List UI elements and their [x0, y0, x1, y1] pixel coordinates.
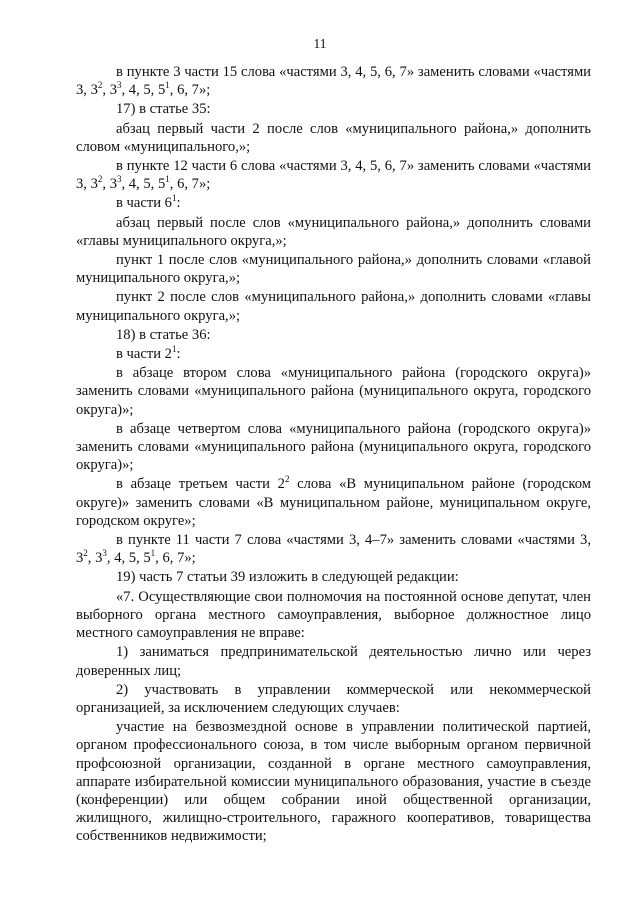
paragraph — [76, 718, 591, 845]
text-run: «7. Осуществляющие свои полномочия на постоянной основе депутат, член выборного органа местного самоуправления, выборное должностное лицо местного самоуправления не вправе: — [76, 588, 591, 642]
superscript: 2 — [97, 174, 103, 185]
text-run: 1) заниматься предпринимательской деятельностью лично или через доверенных лиц; — [76, 644, 591, 679]
text-run: пункт 1 после слов «муниципального района,» дополнить словами «главой муниципального округа,»; — [76, 252, 591, 287]
paragraph — [76, 251, 591, 287]
superscript: 3 — [116, 80, 122, 91]
text-run: в части 6 — [116, 195, 172, 212]
text-run: в абзаце втором слова «муниципального района (городского округа)» заменить словами «муниципального района (муниципального округа, городского округа)»; — [76, 365, 591, 418]
paragraph — [76, 120, 591, 156]
text-run: 19) часть 7 статьи 39 изложить в следующей редакции: — [116, 569, 459, 586]
text-run: в пункте 3 части 15 слова «частями 3, 4, 5, 6, 7» заменить словами «частями 3, 3 — [76, 64, 591, 99]
text-run: , 4, 5, 5 — [121, 176, 166, 193]
superscript: 1 — [171, 193, 177, 204]
paragraph — [76, 420, 591, 475]
text-run: , 6, 7»; — [169, 82, 211, 99]
superscript: 1 — [171, 344, 177, 355]
paragraph — [76, 475, 591, 530]
text-run: , 3 — [102, 82, 117, 99]
paragraph — [76, 214, 591, 250]
superscript: 2 — [284, 474, 290, 485]
paragraph — [76, 326, 591, 344]
superscript: 3 — [116, 174, 122, 185]
paragraph — [76, 345, 591, 363]
paragraph — [76, 100, 591, 118]
text-run: участие на безвозмездной основе в управлении политической партией, органом профессионального союза, в том числе выборным органом первичной профсоюзной организации, созданной в органе местного самоуправления, аппарате избирательной комиссии муниципального образования, участие в съезде (конференции) или общем собрании иной общественной организации, жилищного, жилищно-строительного, гаражного кооперативов, товарищества собственников недвижимости; — [76, 719, 591, 845]
text-run: слова «В муниципальном районе (городском округе)» заменить словами «В муниципальном районе, муниципальном округе, городском округе»; — [76, 476, 591, 529]
paragraph — [76, 157, 591, 193]
paragraph — [76, 568, 591, 586]
text-run: , 3 — [102, 176, 117, 193]
paragraph — [76, 643, 591, 679]
paragraph — [76, 63, 591, 99]
document-body — [76, 63, 591, 846]
text-run: абзац первый части 2 после слов «муниципального района,» дополнить словом «муниципального,»; — [76, 120, 591, 155]
page-number: 11 — [313, 36, 327, 51]
text-run: в пункте 12 части 6 слова «частями 3, 4, 5, 6, 7» заменить словами «частями 3, 3 — [76, 158, 591, 193]
superscript: 1 — [150, 548, 156, 559]
text-run: 17) в статье 35: — [116, 101, 211, 118]
paragraph — [76, 681, 591, 717]
superscript: 1 — [165, 80, 170, 91]
text-run: в части 2 — [116, 346, 172, 363]
text-run: в абзаце четвертом слова «муниципального района (городского округа)» заменить словами «муниципального района (муниципального округа, городского округа)»; — [76, 420, 591, 474]
text-run: : — [176, 195, 181, 212]
paragraph — [76, 588, 591, 643]
text-run: абзац первый после слов «муниципального района,» дополнить словами «главы муниципального округа,»; — [76, 214, 591, 249]
text-run: в абзаце третьем части 2 — [116, 476, 285, 493]
text-run: , 4, 5, 5 — [106, 550, 151, 567]
text-run: , 3 — [87, 550, 103, 567]
paragraph — [76, 364, 591, 419]
paragraph — [76, 194, 591, 212]
text-run: 18) в статье 36: — [116, 326, 211, 343]
text-run: , 6, 7»; — [169, 176, 211, 193]
text-run: в пункте 11 части 7 слова «частями 3, 4–7» заменить словами «частями 3, 3 — [76, 532, 591, 567]
text-run: , 6, 7»; — [155, 550, 196, 567]
superscript: 2 — [83, 548, 88, 559]
text-run: 2) участвовать в управлении коммерческой или некоммерческой организацией, за исключением следующих случаев: — [76, 681, 591, 716]
superscript: 3 — [102, 548, 107, 559]
paragraph — [76, 531, 591, 567]
superscript: 1 — [165, 174, 170, 185]
paragraph — [76, 288, 591, 324]
text-run: пункт 2 после слов «муниципального района,» дополнить словами «главы муниципального округа,»; — [76, 289, 591, 324]
superscript: 2 — [97, 80, 103, 91]
text-run: : — [176, 346, 181, 363]
text-run: , 4, 5, 5 — [121, 82, 166, 99]
